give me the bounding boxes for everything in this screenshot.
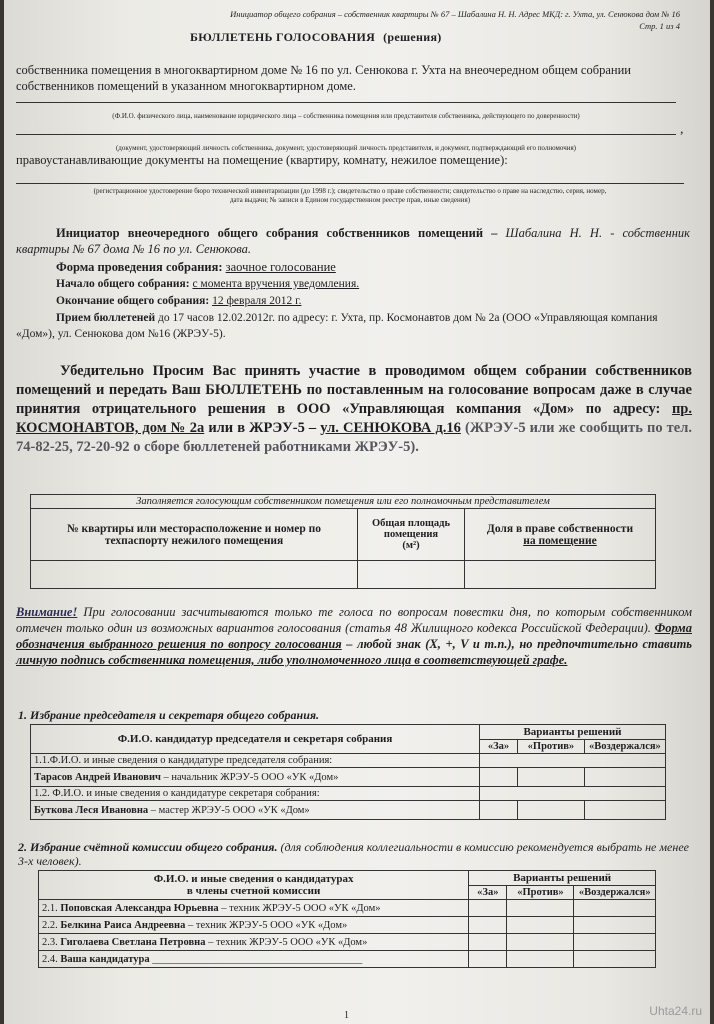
initiator-paragraph (16, 225, 690, 257)
owner-table-col-area-label: Общая площадь помещения (371, 518, 450, 540)
candidate-role: – техник ЖРЭУ-5 ООО «УК «Дом» (205, 936, 368, 948)
appeal-part2: или в ЖРЭУ-5 – (208, 420, 317, 436)
candidate-number: 2.2. (42, 919, 58, 931)
document-title (190, 30, 442, 45)
apartment-input-cell[interactable] (31, 561, 358, 589)
section2-note: (для соблюдения коллегиальности в комиссию рекомендуется выбрать не менее 3-х человек). (18, 840, 689, 868)
section2-head-line1: Ф.И.О. и иные сведения о кандидатурах (153, 873, 354, 885)
section1-opt-against: «Против» (518, 740, 585, 754)
ballot-receipt-label: Прием бюллетеней (56, 312, 156, 324)
attention-bold3: личную подпись собственника помещения, либо уполномоченного лица в соответствующей графе. (16, 653, 568, 667)
initiator-name: Шабалина Н. Н. - собственник квартиры № 67 дома № 16 по ул. Сенюкова. (16, 226, 691, 256)
area-input-cell[interactable] (358, 561, 465, 589)
owner-table-col-share-label: Доля в праве собственности (486, 522, 634, 535)
owner-table-col-share-unit: на помещение (523, 534, 597, 547)
owner-table-col-share (465, 509, 656, 561)
attention-bold2: – любой знак (Х, +, V и т.п.), но предпочтительно ставить (346, 637, 693, 651)
meeting-form-label: Форма проведения собрания: (56, 260, 223, 274)
section1-row-candidate (31, 801, 666, 820)
vote-for-cell[interactable] (480, 768, 518, 787)
vote-against-cell[interactable] (507, 934, 574, 951)
appeal-paragraph (16, 362, 692, 457)
title-documents-text: правоустанавливающие документы на помещение (квартиру, комнату, нежилое помещение): (16, 153, 508, 167)
section2-row (39, 951, 656, 968)
section1-table (30, 724, 666, 820)
page-header (230, 8, 680, 32)
section2-candidate-cell (39, 934, 469, 951)
header-page-count: Стр. 1 из 4 (639, 21, 680, 31)
candidate-number: 2.1. (42, 902, 58, 914)
page-number: 1 (344, 1010, 349, 1021)
meeting-end (16, 293, 690, 309)
section1-candidate-cell (31, 768, 480, 787)
candidate-name: Ваша кандидатура (60, 953, 150, 965)
meeting-form (16, 259, 690, 275)
section1-candidate-cell (31, 801, 480, 820)
section2-row (39, 917, 656, 934)
vote-against-cell[interactable] (518, 801, 585, 820)
section2-table (38, 870, 656, 968)
vote-abstain-cell[interactable] (574, 917, 656, 934)
candidate-name: Поповская Александра Юрьевна (60, 902, 219, 914)
ballot-receipt-text: до 17 часов 12.02.2012г. по адресу: г. Ухта, пр. Космонавтов дом № 2а (ООО «Управляющая компания «Дом»), ул. Сенюкова дом №16 (ЖРЭУ-5). (16, 312, 658, 340)
candidate-role: – начальник ЖРЭУ-5 ООО «УК «Дом» (160, 771, 339, 783)
header-initiator: Инициатор общего собрания – собственник квартиры № 67 – Шабалина Н. Н. Адрес МКД: г. Ухта, ул. Сенюкова дом № 16 (230, 9, 680, 19)
owner-table-caption: Заполняется голосующим собственником помещения или его полномочным представителем (31, 495, 656, 509)
candidate-role: ________________________________________ (149, 953, 363, 965)
vote-abstain-cell[interactable] (584, 801, 665, 820)
appeal-address2: ул. СЕНЮКОВА д.16 (320, 420, 461, 436)
vote-for-cell[interactable] (469, 917, 507, 934)
meeting-start-value: с момента вручения уведомления. (192, 278, 360, 290)
section2-candidate-cell (39, 900, 469, 917)
id-document-line[interactable] (16, 134, 676, 135)
appeal-part1: Убедительно Просим Вас принять участие в проводимом общем собрании собственников помещений и передать Ваш БЮЛЛЕТЕНЬ по поставленным на голосование вопросам даже в случае принятия отрицательного решения в ООО «Управляющая компания «Дом» по адресу: (16, 363, 692, 417)
section1-title: 1. Избрание председателя и секретаря общего собрания. (18, 708, 320, 722)
ballot-receipt (16, 310, 690, 342)
vote-against-cell[interactable] (507, 917, 574, 934)
candidate-role: – мастер ЖРЭУ-5 ООО «УК «Дом» (148, 804, 310, 816)
attention-bold1: Форма обозначения выбранного решения по вопросу голосования (16, 621, 692, 651)
title-main: БЮЛЛЕТЕНЬ ГОЛОСОВАНИЯ (190, 30, 376, 44)
section1-variants: Варианты решений (480, 725, 666, 740)
section2-opt-for: «За» (469, 886, 507, 900)
section2-opt-abstain: «Воздержался» (574, 886, 656, 900)
section2-row (39, 934, 656, 951)
section1-row-note-text: 1.1.Ф.И.О. и иные сведения о кандидатуре председателя собрания: (31, 754, 480, 768)
owner-name-line[interactable] (16, 102, 676, 103)
vote-against-cell[interactable] (507, 900, 574, 917)
section2-row (39, 900, 656, 917)
meeting-start-label: Начало общего собрания: (56, 278, 190, 290)
title-documents-caption (16, 187, 684, 205)
meeting-form-value: заочное голосование (225, 260, 336, 274)
owner-table-col-apartment: № квартиры или месторасположение и номер по техпаспорту нежилого помещения (31, 509, 358, 561)
ballot-page (4, 0, 710, 1024)
section2-opt-against: «Против» (507, 886, 574, 900)
title-documents-caption-line2: дата выдачи; № записи в Едином государственном реестре прав, иные сведения) (229, 196, 471, 204)
section1-row-note (31, 787, 666, 801)
owner-table-col-area (358, 509, 465, 561)
section1-head: Ф.И.О. кандидатур председателя и секретаря собрания (31, 725, 480, 754)
section1-row-note-text: 1.2. Ф.И.О. и иные сведения о кандидатуре секретаря собрания: (31, 787, 480, 801)
attention-label: Внимание! (16, 605, 78, 619)
candidate-name: Белкина Раиса Андреевна (60, 919, 186, 931)
attention-paragraph (16, 604, 692, 668)
candidate-role: – техник ЖРЭУ-5 ООО «УК «Дом» (218, 902, 381, 914)
appeal-address1: пр. КОСМОНАВТОВ, дом № 2а (16, 401, 692, 436)
section2-title-block (18, 840, 694, 868)
section1-row-note-blank (480, 787, 666, 801)
vote-for-cell[interactable] (469, 934, 507, 951)
vote-abstain-cell[interactable] (584, 768, 665, 787)
vote-for-cell[interactable] (480, 801, 518, 820)
vote-abstain-cell[interactable] (574, 951, 656, 968)
share-input-cell[interactable] (465, 561, 656, 589)
vote-for-cell[interactable] (469, 951, 507, 968)
meeting-end-value: 12 февраля 2012 г. (212, 295, 302, 307)
watermark: Uhta24.ru (649, 1004, 702, 1018)
vote-abstain-cell[interactable] (574, 934, 656, 951)
attention-text: При голосовании засчитываются только те голоса по вопросам повестки дня, по которым собственником отмечен только один из возможных вариантов голосования (статья 48 Жилищного кодекса Российской Федерации). (16, 605, 693, 635)
vote-abstain-cell[interactable] (574, 900, 656, 917)
vote-for-cell[interactable] (469, 900, 507, 917)
candidate-number: 2.4. (42, 953, 58, 965)
candidate-name: Буткова Леся Ивановна (34, 804, 149, 816)
meeting-start (16, 276, 690, 292)
comma: , (680, 122, 684, 137)
section1-row-candidate (31, 768, 666, 787)
candidate-number: 2.3. (42, 936, 58, 948)
candidate-role: – техник ЖРЭУ-5 ООО «УК «Дом» (185, 919, 348, 931)
owner-info-table (30, 494, 656, 589)
title-documents-line[interactable] (16, 183, 684, 184)
candidate-name: Гиголаева Светлана Петровна (60, 936, 206, 948)
owner-table-col-area-unit: (м²) (402, 540, 420, 551)
section1-opt-for: «За» (480, 740, 518, 754)
section2-candidate-cell[interactable] (39, 951, 469, 968)
section2-variants: Варианты решений (469, 871, 656, 886)
section2-title: 2. Избрание счётной комиссии общего собрания. (18, 840, 278, 854)
section1-row-note (31, 754, 666, 768)
owner-name-caption: (Ф.И.О. физического лица, наименование юридического лица – собственника помещения или представителя собственника, действующего по доверенности) (112, 112, 580, 120)
intro-text: собственника помещения в многоквартирном доме № 16 по ул. Сенюкова г. Ухта на внеочередном общем собрании собственников помещений в указанном многоквартирном доме. (16, 63, 631, 93)
id-document-caption: (документ, удостоверяющий личность собственника, документ, удостоверяющий личность представителя, и документ, подтверждающий его полномочия) (115, 144, 577, 152)
vote-against-cell[interactable] (518, 768, 585, 787)
title-sub: (решения) (383, 30, 442, 44)
section1-row-note-blank (480, 754, 666, 768)
section2-candidate-cell (39, 917, 469, 934)
candidate-name: Тарасов Андрей Иванович (34, 771, 161, 783)
title-documents-caption-line1: (регистрационное удостоверение бюро технической инвентаризации (до 1998 г.); свидетельство о праве собственности; свидетельство о праве на наследство, серия, номер, (93, 187, 607, 195)
vote-against-cell[interactable] (507, 951, 574, 968)
initiator-label: Инициатор внеочередного общего собрания собственников помещений – (56, 226, 498, 240)
section2-head (39, 871, 469, 900)
section2-head-line2: в члены счетной комиссии (186, 885, 321, 897)
section1-opt-abstain: «Воздержался» (584, 740, 665, 754)
meeting-end-label: Окончание общего собрания: (56, 295, 210, 307)
appeal-part3: (ЖРЭУ-5 или же сообщить по тел. 74-82-25, 72-20-92 о сборе бюллетеней работниками ЖРЭУ-5). (16, 420, 693, 455)
